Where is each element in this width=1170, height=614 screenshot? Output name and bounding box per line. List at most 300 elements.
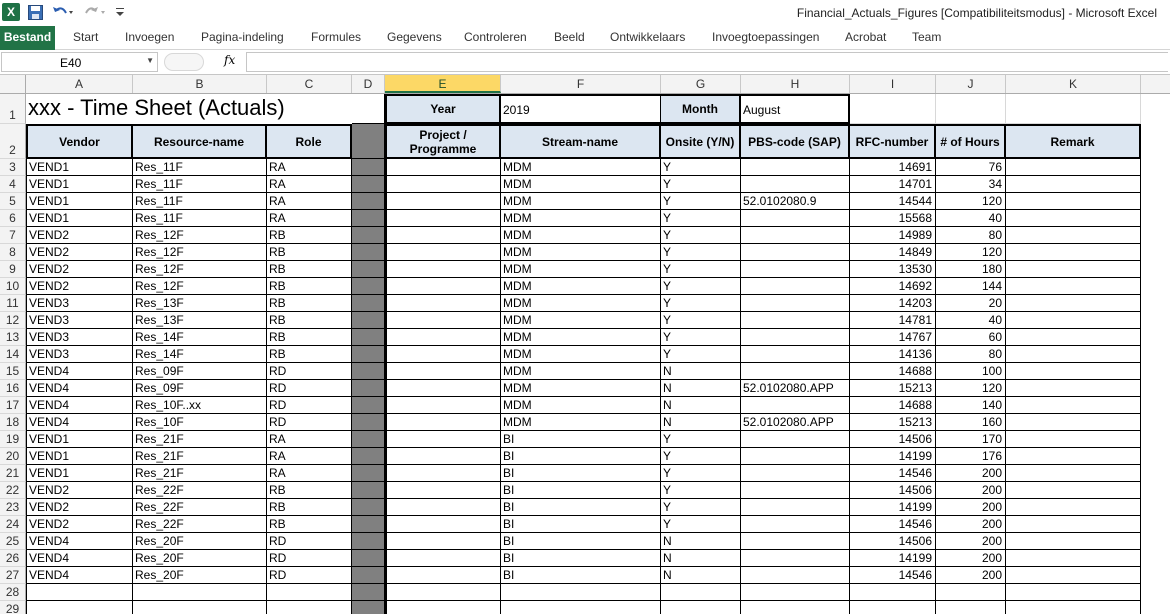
stream-name-header[interactable]: Stream-name	[501, 124, 661, 159]
cell-k1[interactable]	[1006, 94, 1141, 124]
month-label[interactable]: Month	[661, 94, 741, 124]
resource-name-cell[interactable]: Res_12F	[133, 261, 267, 278]
onsite-cell[interactable]: N	[661, 550, 741, 567]
resource-name-cell[interactable]: Res_13F	[133, 312, 267, 329]
cell[interactable]	[1006, 601, 1141, 614]
cell[interactable]	[267, 601, 352, 614]
tab-beeld[interactable]: Beeld	[554, 30, 585, 44]
resource-name-cell[interactable]: Res_11F	[133, 193, 267, 210]
project-cell[interactable]	[385, 550, 501, 567]
spacer-column-cell[interactable]	[352, 193, 385, 210]
onsite-cell[interactable]: Y	[661, 210, 741, 227]
vendor-cell[interactable]: VEND3	[26, 295, 133, 312]
hours-cell[interactable]: 200	[936, 550, 1006, 567]
stream-name-cell[interactable]: BI	[501, 550, 661, 567]
spacer-column-cell[interactable]	[352, 414, 385, 431]
resource-name-cell[interactable]: Res_11F	[133, 210, 267, 227]
spacer-column-cell[interactable]	[352, 550, 385, 567]
resource-name-cell[interactable]: Res_20F	[133, 550, 267, 567]
remark-cell[interactable]	[1006, 210, 1141, 227]
project-cell[interactable]	[385, 567, 501, 584]
hours-cell[interactable]: 170	[936, 431, 1006, 448]
vendor-cell[interactable]: VEND2	[26, 227, 133, 244]
vendor-cell[interactable]: VEND4	[26, 363, 133, 380]
month-value[interactable]: August	[741, 94, 850, 124]
role-cell[interactable]: RD	[267, 380, 352, 397]
resource-name-cell[interactable]: Res_09F	[133, 380, 267, 397]
resource-name-cell[interactable]: Res_09F	[133, 363, 267, 380]
onsite-cell[interactable]: N	[661, 363, 741, 380]
onsite-cell[interactable]: Y	[661, 329, 741, 346]
hours-cell[interactable]: 40	[936, 312, 1006, 329]
stream-name-cell[interactable]: BI	[501, 482, 661, 499]
hours-cell[interactable]: 120	[936, 244, 1006, 261]
role-cell[interactable]: RB	[267, 346, 352, 363]
vendor-cell[interactable]: VEND2	[26, 482, 133, 499]
spacer-column-cell[interactable]	[352, 346, 385, 363]
role-cell[interactable]: RB	[267, 227, 352, 244]
row-header[interactable]: 19	[0, 431, 26, 448]
rfc-number-cell[interactable]: 14506	[850, 533, 936, 550]
rfc-number-cell[interactable]: 14546	[850, 516, 936, 533]
pbs-code-cell[interactable]	[741, 176, 850, 193]
role-cell[interactable]: RB	[267, 516, 352, 533]
vendor-cell[interactable]: VEND3	[26, 312, 133, 329]
hours-cell[interactable]: 160	[936, 414, 1006, 431]
spacer-column-cell[interactable]	[352, 448, 385, 465]
pbs-code-cell[interactable]	[741, 397, 850, 414]
role-cell[interactable]: RB	[267, 499, 352, 516]
vendor-cell[interactable]: VEND1	[26, 210, 133, 227]
project-cell[interactable]	[385, 499, 501, 516]
pbs-code-cell[interactable]	[741, 550, 850, 567]
pbs-code-cell[interactable]	[741, 261, 850, 278]
spacer-column-cell[interactable]	[352, 380, 385, 397]
row-header[interactable]: 26	[0, 550, 26, 567]
role-cell[interactable]: RD	[267, 550, 352, 567]
onsite-cell[interactable]: Y	[661, 465, 741, 482]
vendor-cell[interactable]: VEND1	[26, 193, 133, 210]
rfc-number-cell[interactable]: 14688	[850, 363, 936, 380]
role-cell[interactable]: RB	[267, 295, 352, 312]
row-header[interactable]: 5	[0, 193, 26, 210]
tab-acrobat[interactable]: Acrobat	[845, 30, 887, 44]
row-header[interactable]: 11	[0, 295, 26, 312]
vendor-header[interactable]: Vendor	[26, 124, 133, 159]
hours-cell[interactable]: 140	[936, 397, 1006, 414]
role-cell[interactable]: RB	[267, 244, 352, 261]
spacer-column-cell[interactable]	[352, 584, 385, 601]
resource-name-cell[interactable]: Res_12F	[133, 227, 267, 244]
project-cell[interactable]	[385, 482, 501, 499]
project-cell[interactable]	[385, 227, 501, 244]
rfc-number-cell[interactable]: 14688	[850, 397, 936, 414]
excel-icon[interactable]: X	[2, 3, 20, 21]
year-label[interactable]: Year	[385, 94, 501, 124]
save-button[interactable]	[26, 3, 44, 21]
project-cell[interactable]	[385, 414, 501, 431]
project-cell[interactable]	[385, 431, 501, 448]
cell[interactable]	[501, 601, 661, 614]
remark-cell[interactable]	[1006, 261, 1141, 278]
year-value[interactable]: 2019	[501, 94, 661, 124]
row-header[interactable]: 23	[0, 499, 26, 516]
role-cell[interactable]: RB	[267, 312, 352, 329]
spacer-column-cell[interactable]	[352, 159, 385, 176]
hours-cell[interactable]: 200	[936, 516, 1006, 533]
pbs-code-cell[interactable]	[741, 244, 850, 261]
hours-cell[interactable]: 40	[936, 210, 1006, 227]
vendor-cell[interactable]: VEND3	[26, 346, 133, 363]
hours-cell[interactable]: 80	[936, 346, 1006, 363]
column-header-h[interactable]: H	[741, 75, 850, 93]
vendor-cell[interactable]: VEND2	[26, 244, 133, 261]
spacer-column-cell[interactable]	[352, 363, 385, 380]
tab-ontwikkelaars[interactable]: Ontwikkelaars	[610, 30, 686, 44]
pbs-code-cell[interactable]	[741, 227, 850, 244]
cell[interactable]	[26, 601, 133, 614]
hours-cell[interactable]: 120	[936, 380, 1006, 397]
role-header[interactable]: Role	[267, 124, 352, 159]
rfc-number-cell[interactable]: 14199	[850, 550, 936, 567]
hours-cell[interactable]: 180	[936, 261, 1006, 278]
rfc-number-header[interactable]: RFC-number	[850, 124, 936, 159]
hours-cell[interactable]: 80	[936, 227, 1006, 244]
stream-name-cell[interactable]: BI	[501, 516, 661, 533]
vendor-cell[interactable]: VEND4	[26, 567, 133, 584]
remark-cell[interactable]	[1006, 329, 1141, 346]
pbs-code-cell[interactable]	[741, 465, 850, 482]
stream-name-cell[interactable]: BI	[501, 448, 661, 465]
stream-name-cell[interactable]: MDM	[501, 210, 661, 227]
cell[interactable]	[661, 601, 741, 614]
row-header[interactable]: 20	[0, 448, 26, 465]
remark-cell[interactable]	[1006, 465, 1141, 482]
rfc-number-cell[interactable]: 14199	[850, 499, 936, 516]
undo-button[interactable]	[50, 3, 76, 21]
customize-toolbar-button[interactable]	[114, 3, 126, 21]
stream-name-cell[interactable]: MDM	[501, 346, 661, 363]
sheet-title[interactable]: xxx - Time Sheet (Actuals)	[28, 95, 285, 120]
row-header[interactable]: 9	[0, 261, 26, 278]
column-header-i[interactable]: I	[850, 75, 936, 93]
row-header[interactable]: 17	[0, 397, 26, 414]
tab-invoegen[interactable]: Invoegen	[125, 30, 175, 44]
stream-name-cell[interactable]: MDM	[501, 295, 661, 312]
pbs-code-cell[interactable]	[741, 482, 850, 499]
row-header[interactable]: 18	[0, 414, 26, 431]
pbs-code-cell[interactable]	[741, 295, 850, 312]
project-cell[interactable]	[385, 210, 501, 227]
project-cell[interactable]	[385, 346, 501, 363]
spacer-column-cell[interactable]	[352, 244, 385, 261]
onsite-cell[interactable]: N	[661, 414, 741, 431]
cell[interactable]	[850, 584, 936, 601]
stream-name-cell[interactable]: BI	[501, 533, 661, 550]
spacer-column-cell[interactable]	[352, 278, 385, 295]
role-cell[interactable]: RD	[267, 363, 352, 380]
remark-cell[interactable]	[1006, 193, 1141, 210]
rfc-number-cell[interactable]: 14989	[850, 227, 936, 244]
onsite-cell[interactable]: Y	[661, 346, 741, 363]
spacer-column-cell[interactable]	[352, 176, 385, 193]
name-box[interactable]	[1, 52, 158, 72]
spacer-column-cell[interactable]	[352, 465, 385, 482]
resource-name-cell[interactable]: Res_11F	[133, 159, 267, 176]
resource-name-cell[interactable]: Res_10F	[133, 414, 267, 431]
rfc-number-cell[interactable]: 14546	[850, 567, 936, 584]
stream-name-cell[interactable]: MDM	[501, 227, 661, 244]
cell[interactable]	[267, 584, 352, 601]
vendor-cell[interactable]: VEND4	[26, 550, 133, 567]
cell[interactable]	[501, 584, 661, 601]
project-cell[interactable]	[385, 516, 501, 533]
role-cell[interactable]: RD	[267, 567, 352, 584]
tab-start[interactable]: Start	[73, 30, 99, 44]
pbs-code-cell[interactable]	[741, 448, 850, 465]
hours-header[interactable]: # of Hours	[936, 124, 1006, 159]
project-cell[interactable]	[385, 261, 501, 278]
resource-name-cell[interactable]: Res_20F	[133, 567, 267, 584]
resource-name-cell[interactable]: Res_13F	[133, 295, 267, 312]
project-cell[interactable]	[385, 397, 501, 414]
row-header[interactable]: 7	[0, 227, 26, 244]
onsite-cell[interactable]: N	[661, 380, 741, 397]
project-cell[interactable]	[385, 295, 501, 312]
role-cell[interactable]: RA	[267, 193, 352, 210]
project-cell[interactable]	[385, 363, 501, 380]
resource-name-cell[interactable]: Res_11F	[133, 176, 267, 193]
rfc-number-cell[interactable]: 14691	[850, 159, 936, 176]
tab-invoegtoepassingen[interactable]: Invoegtoepassingen	[712, 30, 820, 44]
rfc-number-cell[interactable]: 15568	[850, 210, 936, 227]
pbs-code-cell[interactable]	[741, 363, 850, 380]
hours-cell[interactable]: 100	[936, 363, 1006, 380]
role-cell[interactable]: RA	[267, 176, 352, 193]
cell[interactable]	[385, 584, 501, 601]
stream-name-cell[interactable]: BI	[501, 431, 661, 448]
pbs-code-cell[interactable]	[741, 210, 850, 227]
project-cell[interactable]	[385, 176, 501, 193]
onsite-cell[interactable]: Y	[661, 312, 741, 329]
row-header[interactable]: 22	[0, 482, 26, 499]
row-header[interactable]: 27	[0, 567, 26, 584]
rfc-number-cell[interactable]: 14701	[850, 176, 936, 193]
role-cell[interactable]: RD	[267, 397, 352, 414]
tab-gegevens[interactable]: Gegevens	[387, 30, 442, 44]
formula-input[interactable]	[246, 52, 1168, 72]
project-cell[interactable]	[385, 278, 501, 295]
rfc-number-cell[interactable]: 15213	[850, 414, 936, 431]
project-cell[interactable]	[385, 380, 501, 397]
cell[interactable]	[385, 601, 501, 614]
onsite-cell[interactable]: Y	[661, 431, 741, 448]
spacer-column-cell[interactable]	[352, 567, 385, 584]
remark-cell[interactable]	[1006, 346, 1141, 363]
project-header[interactable]: Project / Programme	[385, 124, 501, 159]
remark-cell[interactable]	[1006, 482, 1141, 499]
pbs-code-cell[interactable]	[741, 346, 850, 363]
row-header[interactable]: 6	[0, 210, 26, 227]
hours-cell[interactable]: 200	[936, 465, 1006, 482]
cell[interactable]	[850, 601, 936, 614]
cell[interactable]	[741, 601, 850, 614]
remark-cell[interactable]	[1006, 363, 1141, 380]
pbs-code-cell[interactable]	[741, 499, 850, 516]
hours-cell[interactable]: 20	[936, 295, 1006, 312]
onsite-cell[interactable]: Y	[661, 159, 741, 176]
resource-name-cell[interactable]: Res_21F	[133, 431, 267, 448]
vendor-cell[interactable]: VEND3	[26, 329, 133, 346]
rfc-number-cell[interactable]: 14203	[850, 295, 936, 312]
rfc-number-cell[interactable]: 13530	[850, 261, 936, 278]
resource-name-cell[interactable]: Res_10F..xx	[133, 397, 267, 414]
hours-cell[interactable]: 200	[936, 533, 1006, 550]
hours-cell[interactable]: 60	[936, 329, 1006, 346]
spacer-column-cell[interactable]	[352, 210, 385, 227]
cell-i1[interactable]	[850, 94, 936, 124]
spacer-column-cell[interactable]	[352, 227, 385, 244]
remark-cell[interactable]	[1006, 567, 1141, 584]
row-header[interactable]: 21	[0, 465, 26, 482]
vendor-cell[interactable]: VEND1	[26, 159, 133, 176]
role-cell[interactable]: RA	[267, 431, 352, 448]
row-header[interactable]: 8	[0, 244, 26, 261]
stream-name-cell[interactable]: MDM	[501, 363, 661, 380]
remark-cell[interactable]	[1006, 278, 1141, 295]
hours-cell[interactable]: 200	[936, 499, 1006, 516]
remark-cell[interactable]	[1006, 431, 1141, 448]
tab-pagina-indeling[interactable]: Pagina-indeling	[201, 30, 284, 44]
pbs-code-cell[interactable]: 52.0102080.9	[741, 193, 850, 210]
vendor-cell[interactable]: VEND2	[26, 499, 133, 516]
rfc-number-cell[interactable]: 14781	[850, 312, 936, 329]
stream-name-cell[interactable]: MDM	[501, 312, 661, 329]
onsite-cell[interactable]: N	[661, 567, 741, 584]
resource-name-cell[interactable]: Res_22F	[133, 499, 267, 516]
rfc-number-cell[interactable]: 14692	[850, 278, 936, 295]
row-header[interactable]: 16	[0, 380, 26, 397]
role-cell[interactable]: RB	[267, 329, 352, 346]
remark-cell[interactable]	[1006, 295, 1141, 312]
column-header-a[interactable]: A	[26, 75, 133, 93]
project-cell[interactable]	[385, 533, 501, 550]
project-cell[interactable]	[385, 159, 501, 176]
vendor-cell[interactable]: VEND4	[26, 397, 133, 414]
hours-cell[interactable]: 200	[936, 567, 1006, 584]
row-header[interactable]: 3	[0, 159, 26, 176]
insert-function-icon[interactable]: fx	[224, 53, 236, 67]
remark-cell[interactable]	[1006, 397, 1141, 414]
pbs-code-header[interactable]: PBS-code (SAP)	[741, 124, 850, 159]
resource-name-cell[interactable]: Res_12F	[133, 244, 267, 261]
resource-name-cell[interactable]: Res_14F	[133, 346, 267, 363]
role-cell[interactable]: RB	[267, 482, 352, 499]
cell[interactable]	[1006, 584, 1141, 601]
stream-name-cell[interactable]: MDM	[501, 176, 661, 193]
tab-controleren[interactable]: Controleren	[464, 30, 527, 44]
vendor-cell[interactable]: VEND2	[26, 261, 133, 278]
rfc-number-cell[interactable]: 14506	[850, 482, 936, 499]
stream-name-cell[interactable]: MDM	[501, 380, 661, 397]
spacer-column-cell[interactable]	[352, 533, 385, 550]
role-cell[interactable]: RB	[267, 261, 352, 278]
stream-name-cell[interactable]: MDM	[501, 193, 661, 210]
onsite-cell[interactable]: Y	[661, 295, 741, 312]
resource-name-cell[interactable]: Res_22F	[133, 482, 267, 499]
cell-j1[interactable]	[936, 94, 1006, 124]
row-header[interactable]: 29	[0, 601, 26, 614]
pbs-code-cell[interactable]: 52.0102080.APP	[741, 414, 850, 431]
hours-cell[interactable]: 200	[936, 482, 1006, 499]
spacer-column-cell[interactable]	[352, 499, 385, 516]
remark-cell[interactable]	[1006, 312, 1141, 329]
column-header-b[interactable]: B	[133, 75, 267, 93]
column-header-k[interactable]: K	[1006, 75, 1141, 93]
cell[interactable]	[133, 584, 267, 601]
onsite-cell[interactable]: Y	[661, 176, 741, 193]
role-cell[interactable]: RA	[267, 159, 352, 176]
onsite-cell[interactable]: Y	[661, 193, 741, 210]
spacer-column-cell[interactable]	[352, 124, 385, 159]
onsite-cell[interactable]: Y	[661, 227, 741, 244]
select-all-corner[interactable]	[0, 75, 26, 94]
stream-name-cell[interactable]: MDM	[501, 261, 661, 278]
spacer-column-cell[interactable]	[352, 516, 385, 533]
remark-cell[interactable]	[1006, 516, 1141, 533]
cell[interactable]	[741, 584, 850, 601]
hours-cell[interactable]: 76	[936, 159, 1006, 176]
role-cell[interactable]: RA	[267, 465, 352, 482]
rfc-number-cell[interactable]: 14506	[850, 431, 936, 448]
remark-cell[interactable]	[1006, 499, 1141, 516]
row-header[interactable]: 24	[0, 516, 26, 533]
row-header[interactable]: 25	[0, 533, 26, 550]
resource-name-cell[interactable]: Res_14F	[133, 329, 267, 346]
stream-name-cell[interactable]: MDM	[501, 159, 661, 176]
role-cell[interactable]: RA	[267, 210, 352, 227]
remark-cell[interactable]	[1006, 244, 1141, 261]
remark-cell[interactable]	[1006, 550, 1141, 567]
hours-cell[interactable]: 34	[936, 176, 1006, 193]
stream-name-cell[interactable]: BI	[501, 465, 661, 482]
role-cell[interactable]: RA	[267, 448, 352, 465]
row-header[interactable]: 4	[0, 176, 26, 193]
hours-cell[interactable]: 120	[936, 193, 1006, 210]
spacer-column-cell[interactable]	[352, 94, 385, 124]
pbs-code-cell[interactable]	[741, 159, 850, 176]
row-header[interactable]: 1	[0, 94, 26, 124]
onsite-cell[interactable]: Y	[661, 448, 741, 465]
remark-cell[interactable]	[1006, 380, 1141, 397]
spacer-column-cell[interactable]	[352, 261, 385, 278]
rfc-number-cell[interactable]: 14767	[850, 329, 936, 346]
pbs-code-cell[interactable]	[741, 329, 850, 346]
project-cell[interactable]	[385, 448, 501, 465]
column-header-e[interactable]: E	[385, 75, 501, 93]
column-header-c[interactable]: C	[267, 75, 352, 93]
hours-cell[interactable]: 176	[936, 448, 1006, 465]
onsite-cell[interactable]: Y	[661, 499, 741, 516]
pbs-code-cell[interactable]	[741, 533, 850, 550]
stream-name-cell[interactable]: MDM	[501, 414, 661, 431]
role-cell[interactable]: RB	[267, 278, 352, 295]
tab-team[interactable]: Team	[912, 30, 942, 44]
project-cell[interactable]	[385, 312, 501, 329]
rfc-number-cell[interactable]: 15213	[850, 380, 936, 397]
column-header-g[interactable]: G	[661, 75, 741, 93]
vendor-cell[interactable]: VEND1	[26, 465, 133, 482]
